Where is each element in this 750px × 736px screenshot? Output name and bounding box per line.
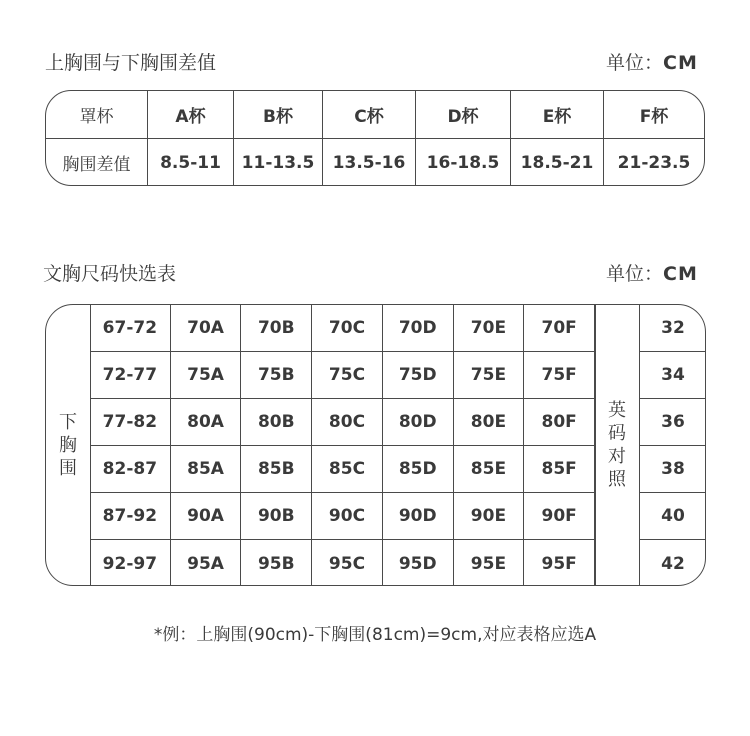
unit-label-text: 单位： [606,263,664,285]
unit-value: CM [663,263,698,285]
size-cell: 80D [383,399,454,445]
value-cell: 13.5-16 [323,139,416,186]
underbust-label [46,305,90,585]
size-cell: 70D [383,305,454,351]
label-char: 下 [59,411,77,433]
size-cell: 95B [241,540,312,586]
size-cell: 90D [383,493,454,539]
table-row [90,540,595,586]
english-size-cell: 36 [640,399,706,446]
size-cell: 75C [312,352,383,398]
cup-difference-table [45,90,705,186]
label-char: 英 [608,400,626,421]
size-cell: 80B [241,399,312,445]
size-cell: 80A [171,399,242,445]
unit-label-1 [606,48,698,75]
value-cell: 16-18.5 [416,139,511,186]
header-cell: 罩杯 [46,91,148,138]
label-char: 胸 [59,434,77,456]
size-cell: 85D [383,446,454,492]
english-size-cell: 32 [640,305,706,352]
size-cell: 85C [312,446,383,492]
size-cell: 75E [454,352,525,398]
header-cell: D杯 [416,91,511,138]
underbust-range-cell: 72-77 [90,352,171,398]
unit-label-text: 单位： [606,52,664,74]
english-size-cell: 34 [640,352,706,399]
table-row [90,305,595,352]
size-chart-title: 文胸尺码快选表 [43,263,177,285]
size-cell: 85B [241,446,312,492]
size-cell: 85A [171,446,242,492]
size-cell: 70B [241,305,312,351]
size-cell: 80E [454,399,525,445]
size-cell: 80C [312,399,383,445]
size-cell: 75A [171,352,242,398]
cup-difference-title: 上胸围与下胸围差值 [45,52,217,74]
english-size-label [595,305,639,585]
table-header-row [46,91,704,139]
size-cell: 95F [524,540,595,586]
english-size-cell: 42 [661,553,685,574]
english-size-cell: 40 [640,493,706,540]
size-cell: 85F [524,446,595,492]
size-cell: 75F [524,352,595,398]
unit-value: CM [663,52,698,74]
table-row [90,493,595,540]
english-size-column [640,305,706,585]
size-cell: 90F [524,493,595,539]
size-cell: 90B [241,493,312,539]
label-char: 码 [608,423,626,444]
size-cell: 95C [312,540,383,586]
size-cell: 75B [241,352,312,398]
size-cell: 95E [454,540,525,586]
size-cell: 95A [171,540,242,586]
size-chart-table [45,304,706,586]
label-char: 对 [608,446,626,467]
value-cell: 18.5-21 [511,139,604,186]
size-cell: 70E [454,305,525,351]
english-size-cell: 38 [640,446,706,493]
size-cell: 70C [312,305,383,351]
size-cell: 70A [171,305,242,351]
size-grid [90,305,595,585]
underbust-range-cell: 92-97 [90,540,171,586]
example-note: *例：上胸围(90cm)-下胸围(81cm)=9cm,对应表格应选A [153,625,597,645]
header-cell: F杯 [639,107,669,127]
size-cell: 75D [383,352,454,398]
size-cell: 90A [171,493,242,539]
label-char: 围 [59,457,77,479]
size-cell: 90E [454,493,525,539]
size-cell: 90C [312,493,383,539]
underbust-range-cell: 77-82 [90,399,171,445]
header-cell: B杯 [234,91,323,138]
table-row [46,139,704,186]
table-row [90,399,595,446]
table-row [90,352,595,399]
label-char: 照 [608,469,626,490]
size-cell: 85E [454,446,525,492]
header-cell: C杯 [323,91,416,138]
underbust-range-cell: 82-87 [90,446,171,492]
divider [595,305,596,585]
header-cell: A杯 [148,91,234,138]
size-cell: 95D [383,540,454,586]
underbust-range-cell: 67-72 [90,305,171,351]
value-cell: 21-23.5 [617,152,691,173]
value-cell: 8.5-11 [148,139,234,186]
unit-label-2 [606,259,698,286]
header-cell: E杯 [511,91,604,138]
row-label: 胸围差值 [46,139,148,186]
size-cell: 70F [524,305,595,351]
table-row [90,446,595,493]
value-cell: 11-13.5 [234,139,323,186]
size-cell: 80F [524,399,595,445]
underbust-range-cell: 87-92 [90,493,171,539]
